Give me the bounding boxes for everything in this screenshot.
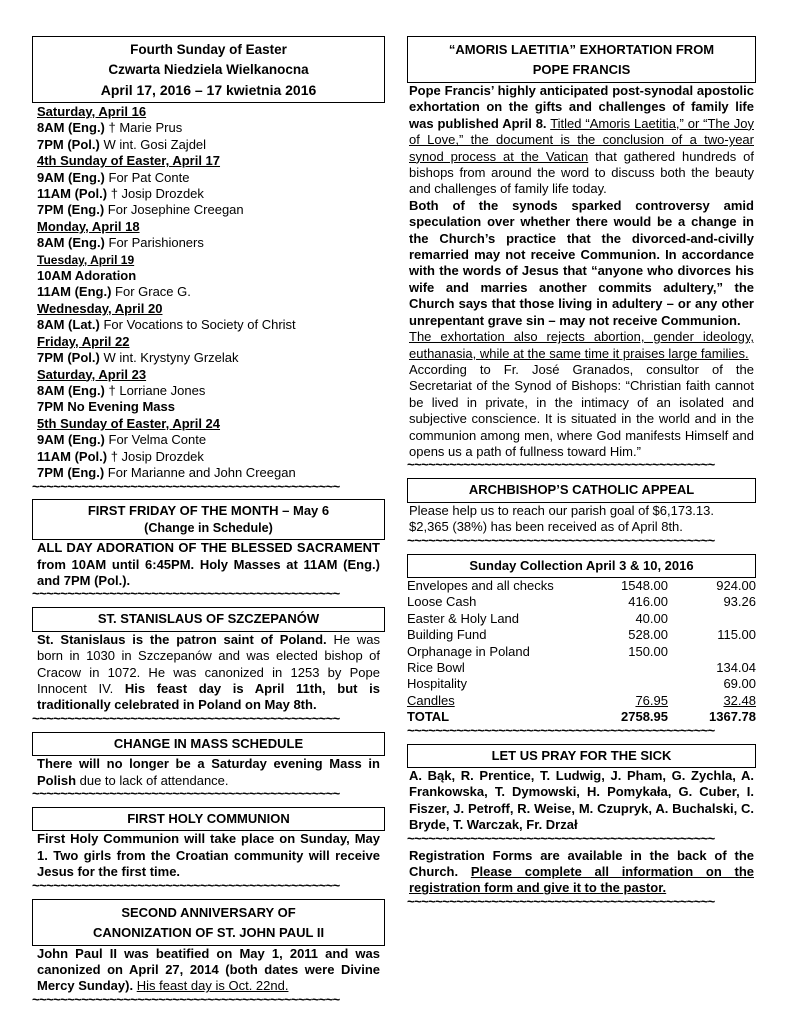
schedule-mass bbox=[37, 317, 385, 333]
mass-intention: For Vocations to Society of Christ bbox=[99, 317, 296, 333]
mass-time: 8AM (Eng.) bbox=[37, 120, 105, 136]
collection-week2: 134.04 bbox=[716, 660, 756, 675]
schedule-day: Saturday, April 23 bbox=[37, 366, 147, 382]
amoris-p4: According to Fr. José Granados, consultor of the Secretariat of the Synod of Bishops: “Christian faith cannot be lived in private, in the intimacy of an isolated and subjective conscience. It is situated in the world and in the communion among men, where God manifests Himself and opens us a path of fullness toward Him.” bbox=[409, 361, 754, 459]
mass-time: 11AM (Pol.) bbox=[37, 448, 108, 464]
separator: ~~~~~~~~~~~~~~~~~~~~~~~~~~~~~~~~~~~~~~~~~~~~ bbox=[407, 460, 715, 473]
collection-week2: 93.26 bbox=[723, 594, 756, 610]
schedule-mass bbox=[37, 170, 385, 186]
separator: ~~~~~~~~~~~~~~~~~~~~~~~~~~~~~~~~~~~~~~~~~~~~ bbox=[32, 789, 340, 802]
mass-schedule-header bbox=[32, 36, 385, 103]
schedule-mass bbox=[37, 350, 385, 366]
amoris-p1-text: that gathered hundreds of bishops from around the word to discuss both the beauty and challenges of family life today. bbox=[409, 148, 754, 197]
first-friday-body: ALL DAY ADORATION OF THE BLESSED SACRAMENT from 10AM until 6:45PM. Holy Masses at 11AM (Eng.) and 7PM (Pol.). bbox=[37, 540, 380, 588]
separator: ~~~~~~~~~~~~~~~~~~~~~~~~~~~~~~~~~~~~~~~~~~~~ bbox=[32, 880, 340, 893]
change-mass-title: CHANGE IN MASS SCHEDULE bbox=[113, 735, 304, 751]
collection-label: TOTAL bbox=[407, 709, 450, 725]
mass-intention: † Lorriane Jones bbox=[104, 382, 206, 398]
collection-row bbox=[407, 693, 756, 709]
amoris-title2: POPE FRANCIS bbox=[532, 62, 631, 77]
mass-intention: For Grace G. bbox=[111, 284, 191, 300]
mass-intention: For Marianne and John Creegan bbox=[104, 464, 296, 480]
stanislaus-body bbox=[32, 632, 385, 714]
collection-label: Loose Cash bbox=[407, 594, 477, 610]
schedule-mass bbox=[37, 284, 385, 300]
sick-header bbox=[407, 744, 756, 768]
jp2-bold: John Paul II was beatified on May 1, 2011 and was canonized on April 27, 2014 (both dates were Divine Mercy Sunday). bbox=[37, 945, 380, 994]
first-friday-date: – May 6 bbox=[278, 503, 330, 519]
mass-time: 10AM Adoration bbox=[37, 268, 137, 284]
mass-intention: For Pat Conte bbox=[104, 169, 190, 185]
stanislaus-feast: His feast day is April 11th, but is traditionally celebrated in Poland on May 8th. bbox=[37, 681, 380, 713]
header-dates: April 17, 2016 – 17 kwietnia 2016 bbox=[100, 82, 317, 98]
collection-row bbox=[407, 660, 756, 676]
collection-week1: 40.00 bbox=[635, 610, 668, 626]
first-communion-header bbox=[32, 807, 385, 831]
schedule-mass bbox=[37, 399, 385, 415]
amoris-p1 bbox=[407, 83, 756, 198]
collection-week1: 528.00 bbox=[628, 627, 668, 643]
jp2-feast: His feast day is Oct. 22nd. bbox=[136, 978, 289, 994]
appeal-body: Please help us to reach our parish goal of $6,173.13. $2,365 (38%) has been received as of April 8th. bbox=[409, 502, 714, 535]
collection-label: Hospitality bbox=[407, 676, 467, 692]
separator: ~~~~~~~~~~~~~~~~~~~~~~~~~~~~~~~~~~~~~~~~~~~~ bbox=[407, 896, 715, 909]
registration-body bbox=[407, 848, 756, 897]
collection-week2: 115.00 bbox=[717, 627, 756, 643]
collection-label: Easter & Holy Land bbox=[407, 610, 520, 626]
mass-intention: For Velma Conte bbox=[104, 432, 207, 448]
separator: ~~~~~~~~~~~~~~~~~~~~~~~~~~~~~~~~~~~~~~~~~~~~ bbox=[32, 589, 340, 602]
mass-intention: For Josephine Creegan bbox=[104, 202, 244, 218]
mass-time: 7PM No Evening Mass bbox=[37, 399, 175, 415]
collection-header bbox=[407, 554, 756, 578]
amoris-p1-underline: Titled “Amoris Laetitia,” or “The Joy of Love,” the document is the conclusion of a two-year synod process at the Vatican bbox=[409, 115, 754, 164]
amoris-p1-bold: Pope Francis’ highly anticipated post-synodal apostolic exhortation on the gifts and challenges of family life was published April 8. bbox=[409, 83, 754, 131]
schedule-mass bbox=[37, 120, 385, 136]
collection-week1: 76.95 bbox=[635, 692, 668, 708]
collection-week2 bbox=[668, 644, 756, 660]
schedule-day: Saturday, April 16 bbox=[37, 104, 147, 119]
mass-time: 8AM (Eng.) bbox=[37, 382, 105, 398]
collection-row bbox=[407, 594, 756, 610]
mass-intention: † Josip Drozdek bbox=[107, 186, 204, 202]
schedule-day: 4th Sunday of Easter, April 17 bbox=[37, 153, 221, 169]
collection-row bbox=[407, 676, 756, 692]
collection-row bbox=[407, 578, 756, 594]
separator: ~~~~~~~~~~~~~~~~~~~~~~~~~~~~~~~~~~~~~~~~~~~~ bbox=[32, 994, 340, 1007]
change-mass-body bbox=[32, 756, 385, 789]
collection-label: Envelopes and all checks bbox=[407, 577, 554, 593]
separator: ~~~~~~~~~~~~~~~~~~~~~~~~~~~~~~~~~~~~~~~~~~~~ bbox=[32, 713, 340, 726]
mass-intention: W int. Gosi Zajdel bbox=[99, 136, 207, 152]
mass-time: 7PM (Eng.) bbox=[37, 202, 105, 218]
collection-week1: 2758.95 bbox=[621, 709, 668, 725]
schedule-mass bbox=[37, 465, 385, 481]
mass-time: 11AM (Pol.) bbox=[37, 186, 108, 202]
collection-week2: 69.00 bbox=[723, 676, 756, 692]
mass-time: 8AM (Lat.) bbox=[37, 317, 100, 333]
mass-intention: For Parishioners bbox=[104, 235, 204, 251]
collection-row bbox=[407, 627, 756, 643]
change-mass-header bbox=[32, 732, 385, 756]
appeal-header bbox=[407, 478, 756, 502]
collection-week1: 416.00 bbox=[628, 594, 668, 610]
change-mass-bold: There will no longer be a Saturday evening Mass in Polish bbox=[37, 756, 380, 788]
mass-time: 7PM (Pol.) bbox=[37, 350, 100, 366]
separator: ~~~~~~~~~~~~~~~~~~~~~~~~~~~~~~~~~~~~~~~~~~~~ bbox=[407, 833, 715, 846]
collection-label: Rice Bowl bbox=[407, 660, 465, 675]
mass-time: 7PM (Pol.) bbox=[37, 136, 100, 152]
mass-time: 11AM (Eng.) bbox=[37, 284, 112, 300]
schedule-mass bbox=[37, 432, 385, 448]
amoris-p2: Both of the synods sparked controversy amid speculation over whether there would be a change in the Church’s practice that the divorced-and-civilly remarried may not receive Communion. In accordance with the words of Jesus that “anyone who divorces his wife and marries another commits adultery,” the Church says that those living in adultery – or any other unrepentant grave sin – may not receive Communion. bbox=[409, 197, 754, 328]
collection-week1: 1548.00 bbox=[621, 577, 668, 593]
registration-instruction: Please complete all information on the registration form and give it to the pastor. bbox=[409, 864, 754, 896]
jp2-body bbox=[32, 946, 385, 995]
stanislaus-title: ST. STANISLAUS OF SZCZEPANÓW bbox=[97, 611, 320, 627]
change-mass-text: due to lack of attendance. bbox=[76, 772, 229, 788]
schedule-mass bbox=[37, 137, 385, 153]
collection-week2 bbox=[668, 611, 756, 627]
appeal-title: ARCHBISHOP’S CATHOLIC APPEAL bbox=[468, 482, 695, 498]
collection-week1 bbox=[598, 660, 668, 676]
right-column bbox=[407, 36, 756, 909]
separator: ~~~~~~~~~~~~~~~~~~~~~~~~~~~~~~~~~~~~~~~~~~~~ bbox=[407, 535, 715, 548]
schedule-mass bbox=[37, 449, 385, 465]
collection-row bbox=[407, 611, 756, 627]
header-title-pl: Czwarta Niedziela Wielkanocna bbox=[108, 62, 309, 77]
collection-label: Building Fund bbox=[407, 627, 487, 643]
mass-time: 7PM (Eng.) bbox=[37, 464, 105, 480]
mass-intention: † Marie Prus bbox=[104, 120, 183, 136]
sick-body: A. Bąk, R. Prentice, T. Ludwig, J. Pham, G. Zychla, A. Frankowska, T. Dymowski, H. Pomykała, G. Cuber, I. Fiszer, J. Petroff, R. Weise, M. Czupryk, A. Buchalski, C. Bryde, T. Warczak, Fr. Drzał bbox=[409, 768, 754, 833]
mass-schedule-list bbox=[32, 104, 385, 481]
collection-row bbox=[407, 644, 756, 660]
separator: ~~~~~~~~~~~~~~~~~~~~~~~~~~~~~~~~~~~~~~~~~~~~ bbox=[407, 725, 715, 738]
amoris-p3: The exhortation also rejects abortion, gender ideology, euthanasia, while at the same time it praises large families. bbox=[409, 329, 754, 361]
first-communion-title: FIRST HOLY COMMUNION bbox=[127, 811, 290, 827]
collection-table bbox=[407, 578, 756, 726]
schedule-day: 5th Sunday of Easter, April 24 bbox=[37, 415, 221, 431]
schedule-day: Wednesday, April 20 bbox=[37, 300, 163, 316]
left-column bbox=[32, 36, 385, 1007]
schedule-day: Monday, April 18 bbox=[37, 218, 140, 234]
mass-intention: W int. Krystyny Grzelak bbox=[99, 350, 239, 366]
jp2-title2: CANONIZATION OF ST. JOHN PAUL II bbox=[92, 924, 325, 940]
header-title-en: Fourth Sunday of Easter bbox=[130, 42, 287, 57]
collection-week2: 924.00 bbox=[716, 577, 756, 593]
jp2-title1: SECOND ANNIVERSARY OF bbox=[121, 904, 296, 920]
collection-week2: 1367.78 bbox=[709, 709, 756, 725]
schedule-day: Friday, April 22 bbox=[37, 333, 130, 349]
collection-week2: 32.48 bbox=[723, 692, 756, 708]
jp2-header bbox=[32, 899, 385, 946]
mass-intention: † Josip Drozdek bbox=[107, 448, 204, 464]
schedule-mass bbox=[37, 383, 385, 399]
collection-week1 bbox=[598, 676, 668, 692]
schedule-mass bbox=[37, 202, 385, 218]
schedule-mass bbox=[37, 235, 385, 251]
schedule-day: Tuesday, April 19 bbox=[37, 252, 135, 267]
collection-label: Orphanage in Poland bbox=[407, 643, 530, 659]
first-friday-subtitle: (Change in Schedule) bbox=[144, 520, 273, 535]
collection-week1: 150.00 bbox=[628, 643, 668, 659]
mass-time: 9AM (Eng.) bbox=[37, 169, 105, 185]
amoris-title1: “AMORIS LAETITIA” EXHORTATION FROM bbox=[448, 42, 715, 57]
collection-row bbox=[407, 709, 756, 725]
amoris-header bbox=[407, 36, 756, 83]
stanislaus-text: He was born in 1030 in Szczepanów and was elected bishop of Cracow in 1072. He was canonized in 1253 by Pope Innocent IV. bbox=[37, 631, 380, 696]
schedule-mass bbox=[37, 186, 385, 202]
schedule-mass bbox=[37, 268, 385, 284]
first-friday-title: FIRST FRIDAY OF THE MONTH bbox=[87, 503, 279, 519]
sick-title: LET US PRAY FOR THE SICK bbox=[491, 747, 672, 763]
stanislaus-header bbox=[32, 607, 385, 631]
first-friday-header bbox=[32, 499, 385, 540]
mass-time: 9AM (Eng.) bbox=[37, 432, 105, 448]
first-communion-body: First Holy Communion will take place on Sunday, May 1. Two girls from the Croatian community will receive Jesus for the first time. bbox=[37, 831, 380, 880]
separator: ~~~~~~~~~~~~~~~~~~~~~~~~~~~~~~~~~~~~~~~~~~~~ bbox=[32, 482, 340, 495]
stanislaus-bold: St. Stanislaus is the patron saint of Poland. bbox=[37, 631, 327, 647]
registration-bold: Registration Forms are available in the back of the Church. bbox=[409, 847, 754, 880]
collection-label: Candles bbox=[407, 692, 455, 708]
mass-time: 8AM (Eng.) bbox=[37, 235, 105, 251]
collection-title: Sunday Collection April 3 & 10, 2016 bbox=[469, 557, 694, 573]
